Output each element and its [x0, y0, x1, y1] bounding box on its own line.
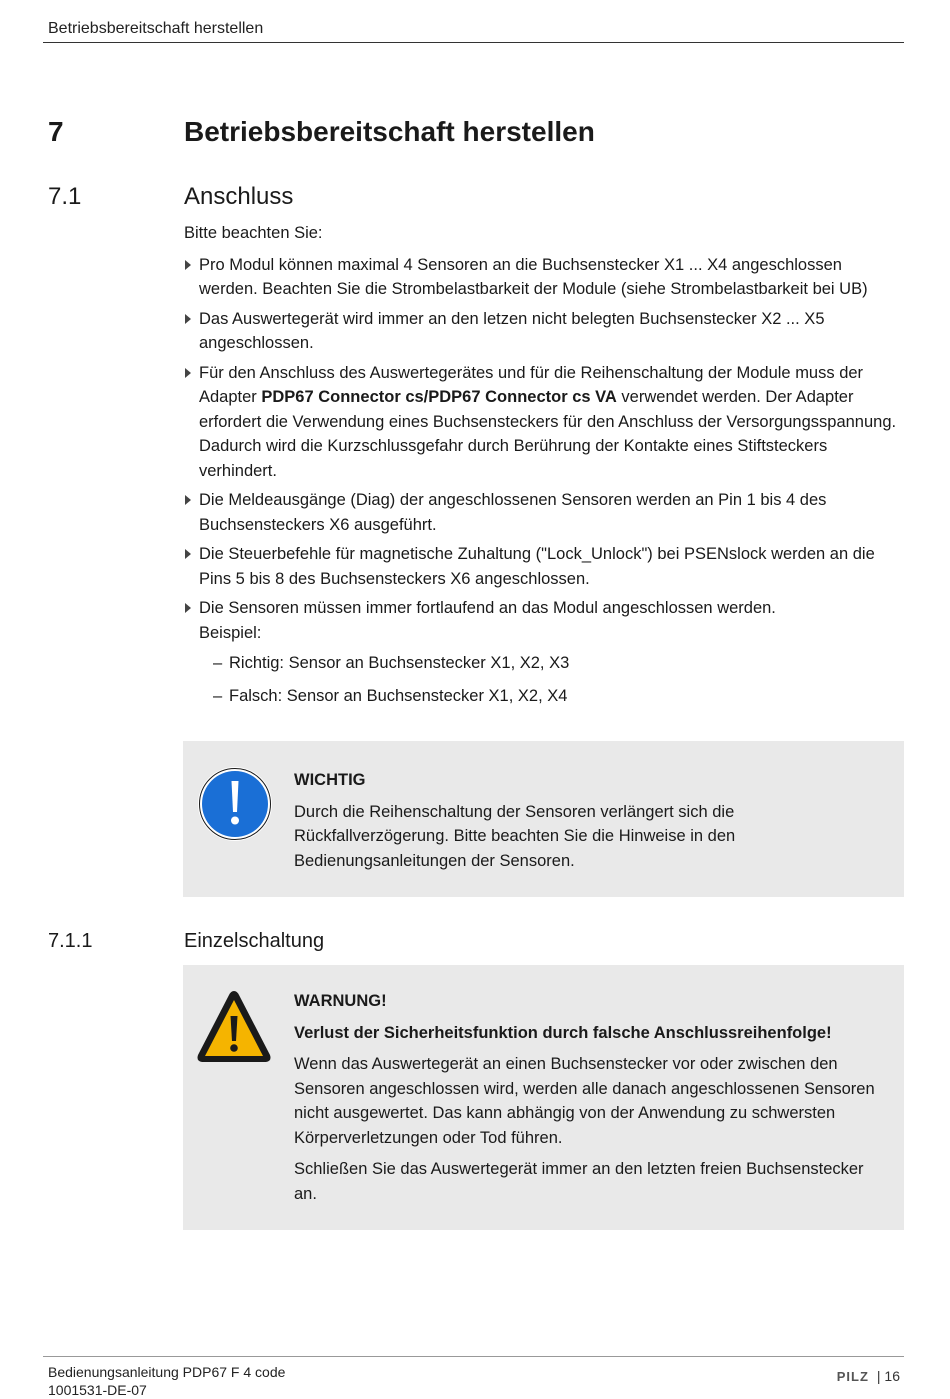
adapter-name: PDP67 Connector cs/PDP67 Connector cs VA: [261, 388, 617, 406]
chapter-number: 7: [48, 116, 64, 147]
warning-box: [183, 965, 904, 1230]
example-item: [184, 684, 904, 709]
bullet-list: [184, 253, 904, 646]
warning-triangle-icon: [195, 988, 273, 1066]
list-item: [184, 253, 904, 302]
bullet-arrow-icon: [185, 549, 191, 559]
example-label: Beispiel:: [199, 623, 262, 642]
notice-label: WICHTIG: [294, 771, 366, 789]
notice-content: [294, 768, 886, 873]
warning-content: [294, 989, 886, 1206]
warning-label: WARNUNG!: [294, 992, 387, 1010]
warning-text: Wenn das Auswertegerät an einen Buchsenstecker vor oder zwischen den Sensoren angeschlossen wird, werden alle danach angeschlossenen Sensoren nicht ausgewertet. Das kann abhängig von der Anwendung zu schwersten Körperverletzungen oder Tod führen.: [294, 1055, 875, 1147]
manual-title: Bedienungsanleitung PDP67 F 4 code: [48, 1364, 286, 1380]
section-title: Anschluss: [184, 183, 294, 210]
list-item: [184, 361, 904, 484]
dash-marker: –: [213, 654, 223, 672]
header-rule: [43, 42, 904, 43]
page-number: | 16: [876, 1368, 900, 1384]
subsection-number: 7.1.1: [48, 930, 93, 952]
section-number: 7.1: [48, 183, 82, 210]
footer-rule: [43, 1356, 904, 1357]
list-item-text-before: Für den Anschluss des Auswertegerätes und für die Reihenschaltung der Module muss der Adapter: [199, 363, 864, 406]
list-item-text: Die Steuerbefehle für magnetische Zuhaltung ("Lock_Unlock") bei PSENslock werden an die Pins 5 bis 8 des Buchsensteckers X6 angeschlossen.: [199, 545, 875, 588]
intro-text: Bitte beachten Sie:: [184, 224, 323, 242]
bullet-arrow-icon: [185, 603, 191, 613]
dash-marker: –: [213, 686, 223, 705]
document-number: 1001531-DE-07: [48, 1382, 147, 1398]
list-item-text: Das Auswertegerät wird immer an den letzen nicht belegten Buchsenstecker X2 ... X5 angeschlossen.: [199, 309, 825, 352]
running-header: Betriebsbereitschaft herstellen: [48, 20, 264, 37]
section-body: [184, 221, 904, 716]
example-item: [184, 651, 904, 676]
warning-action: Schließen Sie das Auswertegerät immer an den letzten freien Buchsenstecker an.: [294, 1160, 864, 1203]
footer-info: [48, 1363, 285, 1399]
bullet-arrow-icon: [185, 314, 191, 324]
list-item: [184, 307, 904, 356]
footer-page-info: [837, 1368, 900, 1384]
list-item: [184, 596, 904, 645]
notice-box: [183, 741, 904, 897]
example-list: [184, 651, 904, 708]
list-item: [184, 488, 904, 537]
list-item-text-after: verwendet werden. Der Adapter erfordert die Verwendung eines Buchsensteckers für den Anschluss der Versorgungsspannung. Dadurch wird die Kurzschlussgefahr durch Berührung der Kontakte eines Stiftsteckers verhindert.: [199, 388, 897, 480]
notice-text: Durch die Reihenschaltung der Sensoren verlängert sich die Rückfallverzögerung. Bitte beachten Sie die Hinweise in den Bedienungsanleitungen der Sensoren.: [294, 802, 736, 870]
pilz-logo: PILZ: [836, 1368, 869, 1384]
bullet-arrow-icon: [185, 368, 191, 378]
bullet-arrow-icon: [185, 495, 191, 505]
exclamation-info-icon: [197, 766, 273, 842]
list-item-text: Die Meldeausgänge (Diag) der angeschlossenen Sensoren werden an Pin 1 bis 4 des Buchsensteckers X6 ausgeführt.: [199, 491, 827, 534]
chapter-title: Betriebsbereitschaft herstellen: [184, 116, 595, 147]
example-text: Falsch: Sensor an Buchsenstecker X1, X2, X4: [229, 686, 568, 705]
subsection-title: Einzelschaltung: [184, 930, 325, 952]
list-item: [184, 542, 904, 591]
list-item-text: Pro Modul können maximal 4 Sensoren an die Buchsenstecker X1 ... X4 angeschlossen werden. Beachten Sie die Strombelastbarkeit der Module (siehe Strombelastbarkeit bei UB): [199, 255, 868, 298]
example-text: Richtig: Sensor an Buchsenstecker X1, X2, X3: [229, 654, 570, 672]
list-item-text: Die Sensoren müssen immer fortlaufend an das Modul angeschlossen werden.: [199, 599, 776, 617]
bullet-arrow-icon: [185, 260, 191, 270]
warning-headline: Verlust der Sicherheitsfunktion durch falsche Anschlussreihenfolge!: [294, 1023, 832, 1042]
